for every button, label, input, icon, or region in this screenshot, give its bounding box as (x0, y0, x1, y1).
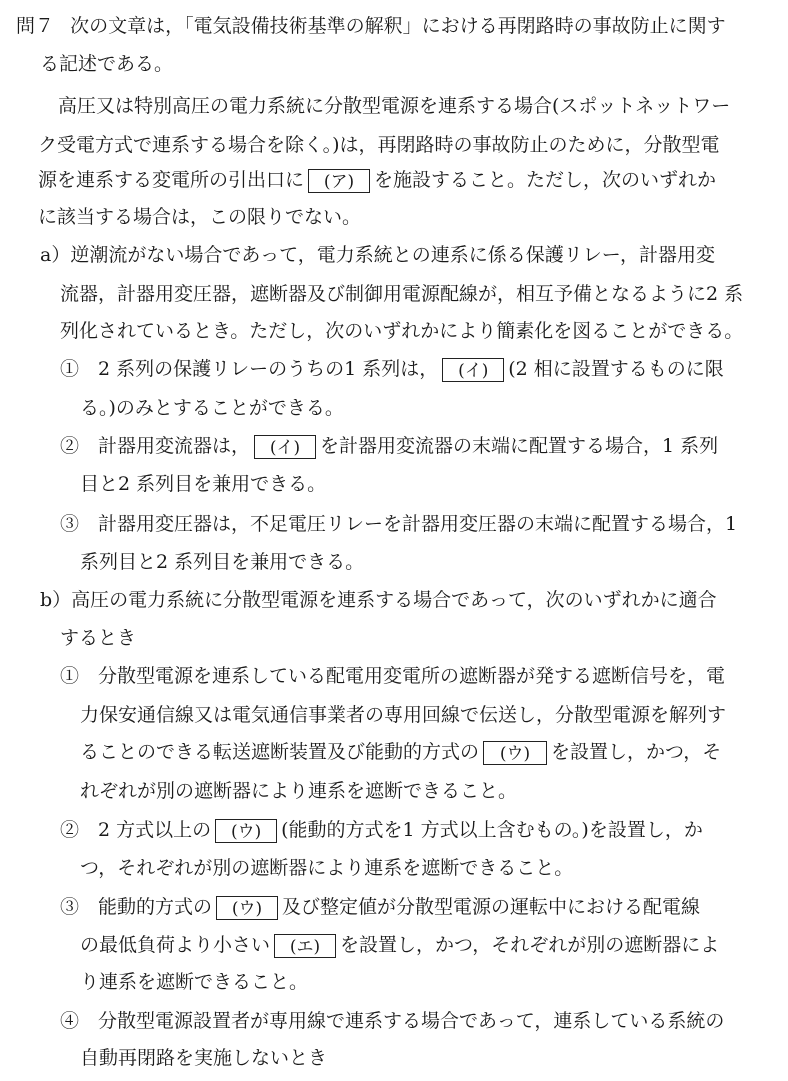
text: ることのできる転送遮断装置及び能動的方式の (80, 741, 480, 763)
text: 系列目と2 系列目を兼用できる。 (80, 551, 365, 573)
text: り連系を遮断できること。 (80, 971, 309, 993)
blank-e: (エ) (274, 934, 336, 958)
blank-i: (イ) (254, 435, 316, 459)
text: を計器用変流器の末端に配置する場合，1 系列 (320, 435, 719, 457)
text-with-blank (60, 895, 700, 920)
text: ク受電方式で連系する場合を除く。)は，再閉路時の事故防止のために，分散型電 (38, 134, 720, 156)
question-line (16, 14, 726, 38)
text: を設置し，かつ，それぞれが別の遮断器によ (340, 934, 720, 956)
text: 目と2 系列目を兼用できる。 (80, 473, 327, 495)
text-with-blank (60, 357, 724, 382)
text: ③ 計器用変圧器は，不足電圧リレーを計器用変圧器の末端に配置する場合，1 (60, 513, 738, 535)
blank-u: (ウ) (215, 819, 277, 843)
blank-u: (ウ) (483, 741, 547, 765)
blank-i: (イ) (442, 358, 504, 382)
text: 流器，計器用変圧器，遮断器及び制御用電源配線が，相互予備となるように2 系 (60, 283, 744, 305)
blank-u: (ウ) (216, 896, 278, 920)
text: 列化されているとき。ただし，次のいずれかにより簡素化を図ることができる。 (60, 320, 744, 342)
text: を設置し，かつ，そ (551, 741, 722, 763)
text: (2 相に設置するものに限 (508, 358, 724, 380)
text: 次の文章は，「電気設備技術基準の解釈」における再閉路時の事故防止に関す (70, 15, 726, 37)
text: ② 計器用変流器は， (60, 435, 251, 457)
text-with-blank (60, 818, 703, 843)
text: するとき (60, 627, 137, 649)
text: ① 分散型電源を連系している配電用変電所の遮断器が発する遮断信号を，電 (60, 665, 726, 687)
text-with-blank (38, 168, 716, 193)
item-b-line: b）高圧の電力系統に分散型電源を連系する場合であって，次のいずれかに適合 (40, 589, 717, 611)
text-with-blank (80, 933, 719, 958)
question-number: 問７ (16, 15, 55, 37)
item-a-line: a）逆潮流がない場合であって，電力系統との連系に係る保護リレー，計器用変 (40, 244, 715, 266)
text: ① 2 系列の保護リレーのうちの1 系列は， (60, 358, 439, 380)
text: ③ 能動的方式の (60, 896, 213, 918)
text: れぞれが別の遮断器により連系を遮断できること。 (80, 780, 518, 802)
text: 自動再閉路を実施しないとき (80, 1047, 328, 1069)
text: を施設すること。ただし，次のいずれか (374, 169, 717, 191)
text: に該当する場合は，この限りでない。 (38, 206, 362, 228)
text: 高圧又は特別高圧の電力系統に分散型電源を連系する場合(スポットネットワー (58, 95, 731, 117)
text: つ，それぞれが別の遮断器により連系を遮断できること。 (80, 857, 574, 879)
text: の最低負荷より小さい (80, 934, 271, 956)
text-with-blank (60, 434, 718, 459)
blank-a: (ア) (308, 169, 370, 193)
text-with-blank (80, 740, 721, 765)
text: る。)のみとすることができる。 (80, 397, 344, 419)
text: る記述である。 (40, 53, 174, 75)
text: ② 2 方式以上の (60, 819, 212, 841)
text: 及び整定値が分散型電源の運転中における配電線 (282, 896, 701, 918)
text: ④ 分散型電源設置者が専用線で連系する場合であって，連系している系統の (60, 1010, 725, 1032)
text: (能動的方式を1 方式以上含むもの。)を設置し，か (281, 819, 703, 841)
text: 力保安通信線又は電気通信事業者の専用回線で伝送し，分散型電源を解列す (80, 704, 727, 726)
text: 源を連系する変電所の引出口に (38, 169, 305, 191)
